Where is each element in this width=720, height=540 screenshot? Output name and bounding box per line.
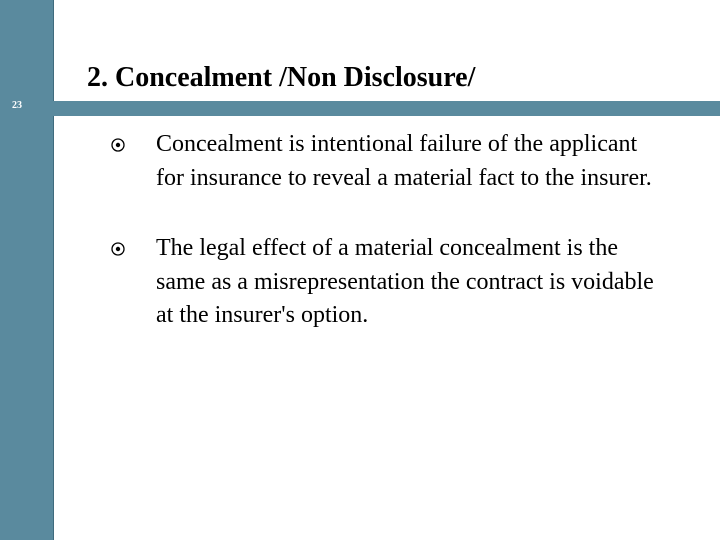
slide-number: 23 — [12, 100, 22, 111]
bullet-item — [110, 232, 670, 333]
slide-title: 2. Concealment /Non Disclosure/ — [87, 62, 476, 93]
title-rule — [0, 101, 720, 116]
circle-dot-bullet-icon — [110, 137, 126, 153]
bullet-item — [110, 128, 670, 195]
sidebar-band — [0, 0, 54, 540]
bullet-list — [110, 128, 670, 370]
circle-dot-bullet-icon — [110, 241, 126, 257]
bullet-text: Concealment is intentional failure of the applicant for insurance to reveal a material fact to the insurer. — [156, 131, 652, 191]
bullet-text: The legal effect of a material concealment is the same as a misrepresentation the contract is voidable at the insurer's option. — [156, 235, 654, 328]
